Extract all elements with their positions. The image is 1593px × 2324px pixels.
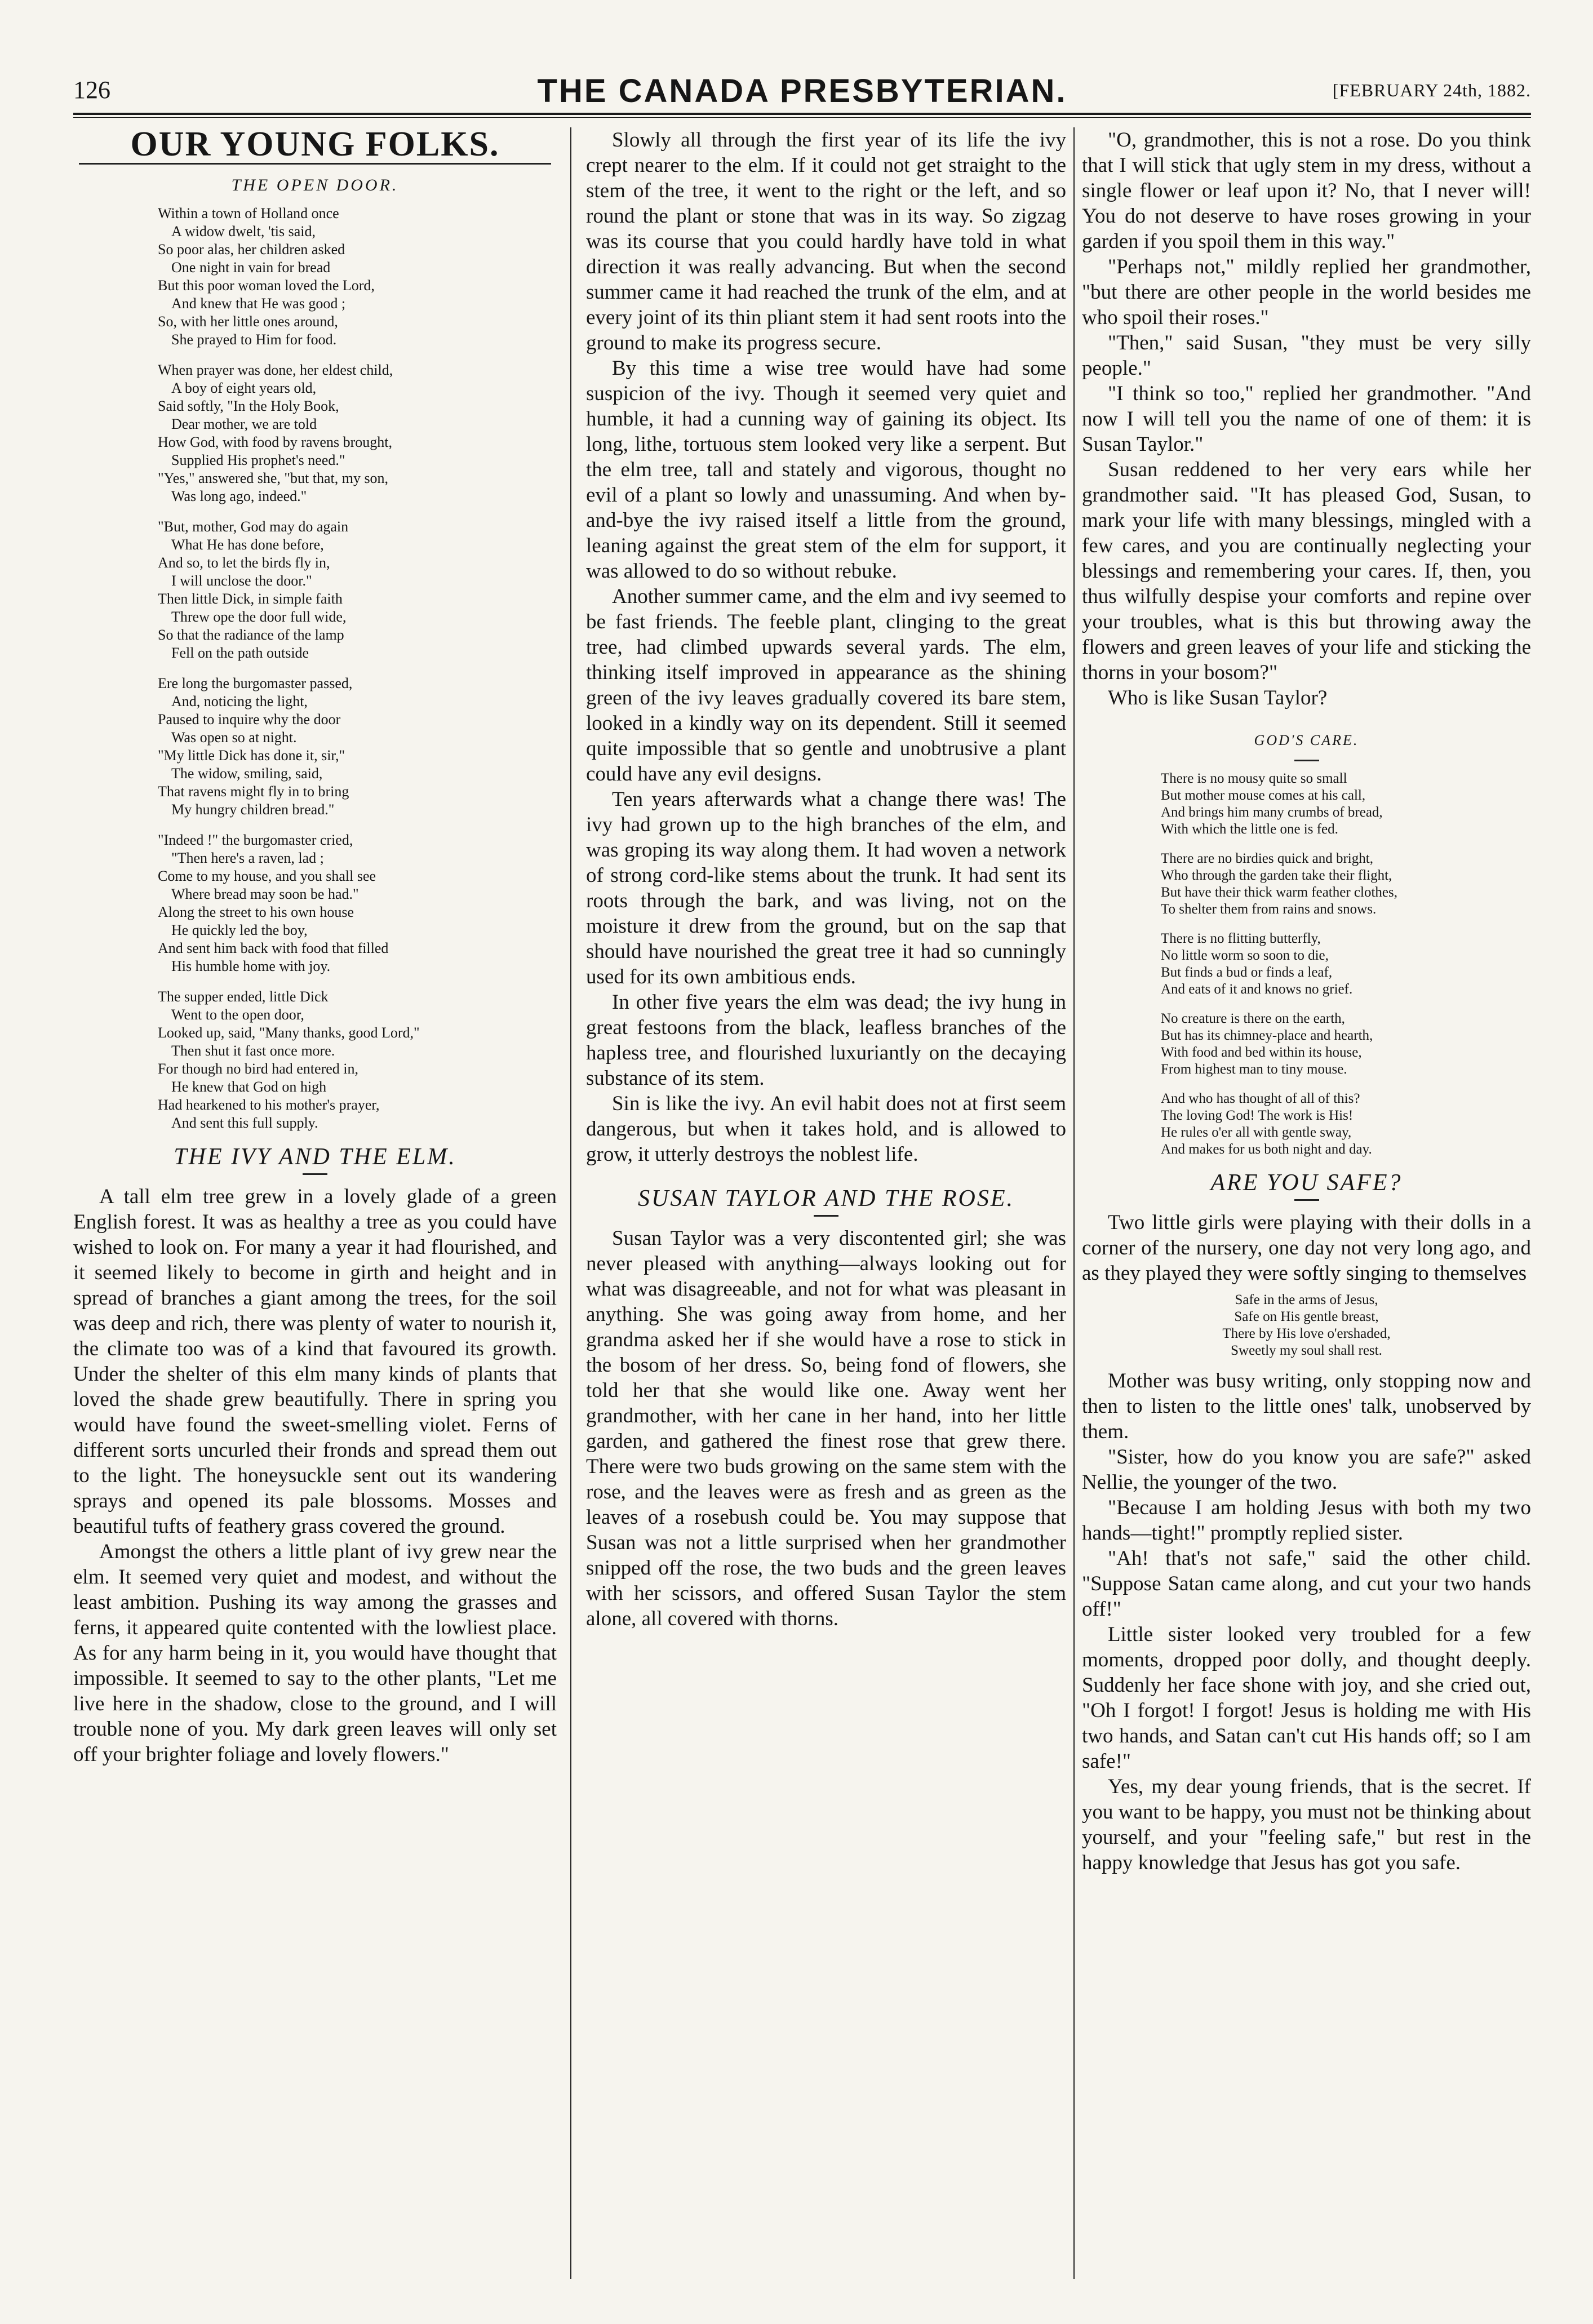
- paragraph: "I think so too," replied her grandmother. "And now I will tell you the name of one of them: it is Susan Taylor.": [1082, 382, 1531, 456]
- poem-line: And sent this full supply.: [171, 1115, 318, 1131]
- column-divider: [1073, 127, 1075, 2279]
- poem-line: But mother mouse comes at his call,: [1161, 788, 1366, 803]
- story-title: ARE YOU SAFE?: [1210, 1170, 1403, 1196]
- issue-date: [FEBRUARY 24th, 1882.: [1332, 80, 1531, 100]
- poem-line: When prayer was done, her eldest child,: [158, 362, 393, 378]
- poem-line: The supper ended, little Dick: [158, 988, 329, 1005]
- paragraph: "Perhaps not," mildly replied her grandmother, "but there are other people in the world besides me who spoil their roses.": [1082, 255, 1531, 329]
- poem-line: And brings him many crumbs of bread,: [1161, 805, 1383, 820]
- paragraph: Susan reddened to her very ears while her grandmother said. "It has pleased God, Susan, to mark your life with many blessings, mingled with a few cares, and you are continually neglecting your blessings and remembering your cares. If, then, you thus wilfully despise your comforts and repine over your troubles, what is this but throwing away the flowers and green leaves of your life and sticking the thorns in your bosom?": [1082, 458, 1531, 684]
- poem-line: And so, to let the birds fly in,: [158, 555, 330, 571]
- hymn-verse: [1082, 1292, 1531, 1359]
- hymn-line: Safe in the arms of Jesus,: [1235, 1292, 1378, 1307]
- poem-title: THE OPEN DOOR.: [231, 176, 399, 194]
- poem-line: So poor alas, her children asked: [158, 241, 345, 258]
- paragraph: Susan Taylor was a very discontented girl; she was never pleased with anything—always looking out for what was disagreeable, and not for what was pleasant in anything. She was going away from home, and her grandma asked her if she would have a rose to stick in the bosom of her dress. So, being fond of flowers, she told her that she would like one. Away went her grandmother, with her cane in her hand, into her little garden, and gathered the finest rose that grew there. There were two buds growing on the same stem with the rose, and the leaves were as fresh and as green as the leaves of a rosebush could be. You may suppose that Susan was not a little surprised when her grandmother snipped off the rose, the two buds and the green leaves with her scissors, and offered Susan Taylor the stem alone, all covered with thorns.: [586, 1227, 1066, 1630]
- masthead: [73, 72, 1531, 109]
- poem-line: No creature is there on the earth,: [1161, 1011, 1345, 1026]
- poem-line: Then shut it fast once more.: [171, 1043, 335, 1059]
- paragraph: In other five years the elm was dead; the ivy hung in great festoons from the black, leafless branches of the hapless tree, and flourished luxuriantly on the decaying substance of its stem.: [586, 991, 1066, 1090]
- poem-line: How God, with food by ravens brought,: [158, 434, 392, 450]
- paragraph: "Ah! that's not safe," said the other child. "Suppose Satan came along, and cut your two hands off!": [1082, 1547, 1531, 1621]
- poem-line: Had hearkened to his mother's prayer,: [158, 1097, 380, 1113]
- poem-line: Within a town of Holland once: [158, 205, 339, 221]
- poem-line: "My little Dick has done it, sir,": [158, 747, 345, 764]
- stanza: [1161, 930, 1531, 998]
- hymn-line: There by His love o'ershaded,: [1222, 1326, 1391, 1341]
- column-3: [1082, 127, 1531, 2285]
- poem-line: So, with her little ones around,: [158, 313, 338, 330]
- poem-line: There is no mousy quite so small: [1161, 771, 1347, 786]
- story-title: THE IVY AND THE ELM.: [174, 1144, 456, 1170]
- stanza: [158, 518, 557, 662]
- poem-line: Said softly, "In the Holy Book,: [158, 398, 339, 414]
- column-2: [586, 127, 1066, 2285]
- paragraph: Two little girls were playing with their dolls in a corner of the nursery, one day not very long ago, and as they played they were softly singing to themselves: [1082, 1211, 1531, 1285]
- paragraph: Little sister looked very troubled for a few moments, dropped poor dolly, and thought deeply. Suddenly her face shone with joy, and she cried out, "Oh I forgot! I forgot! Jesus is holding me with His two hands, and Satan can't cut His hands off; so I am safe!": [1082, 1623, 1531, 1773]
- poem-line: There is no flitting butterfly,: [1161, 931, 1321, 946]
- poem-line: "But, mother, God may do again: [158, 518, 349, 535]
- poem-line: And sent him back with food that filled: [158, 940, 389, 956]
- poem-line: Threw ope the door full wide,: [171, 609, 347, 625]
- paragraph: Who is like Susan Taylor?: [1108, 686, 1328, 709]
- poem-line: Supplied His prophet's need.": [171, 452, 345, 468]
- stanza: [158, 205, 557, 349]
- poem-line: Then little Dick, in simple faith: [158, 591, 343, 607]
- story-susan-taylor-part-2: [1082, 127, 1531, 711]
- poem-line: To shelter them from rains and snows.: [1161, 902, 1377, 917]
- poem-line: She prayed to Him for food.: [171, 331, 337, 348]
- poem-line: That ravens might fly in to bring: [158, 783, 349, 800]
- poem-line: But this poor woman loved the Lord,: [158, 277, 375, 294]
- paragraph: "Then," said Susan, "they must be very silly people.": [1082, 331, 1531, 380]
- story-are-you-safe: [1082, 1368, 1531, 1875]
- title-rule: [814, 1215, 838, 1217]
- stanza: [158, 675, 557, 819]
- poem-line: Come to my house, and you shall see: [158, 868, 376, 884]
- poem-line: Went to the open door,: [171, 1006, 304, 1023]
- story-title: SUSAN TAYLOR AND THE ROSE.: [637, 1186, 1014, 1212]
- poem-line: The widow, smiling, said,: [171, 765, 323, 782]
- poem-gods-care: [1161, 770, 1531, 1158]
- poem-line: I will unclose the door.": [171, 573, 312, 589]
- poem-line: He quickly led the boy,: [171, 922, 308, 938]
- section-title: OUR YOUNG FOLKS.: [130, 127, 500, 163]
- poem-open-door: [158, 205, 557, 1132]
- poem-line: There are no birdies quick and bright,: [1161, 851, 1373, 866]
- poem-line: One night in vain for bread: [171, 259, 331, 276]
- poem-line: For though no bird had entered in,: [158, 1061, 358, 1077]
- poem-line: Paused to inquire why the door: [158, 711, 341, 728]
- paragraph: Ten years afterwards what a change there was! The ivy had grown up to the high branches of the elm, and was groping its way along them. It had woven a network of strong cord-like stems about the trunk. It had sent its roots through the bark, and was living, not on the moisture it drew from the ground, but on the sap that should have nourished the great tree it had so cunningly used for its own ambitious ends.: [586, 788, 1066, 988]
- story-ivy-elm-part-2: [586, 127, 1066, 1167]
- stanza: [1161, 1010, 1531, 1078]
- poem-line: "Yes," answered she, "but that, my son,: [158, 470, 389, 486]
- poem-line: "Indeed !" the burgomaster cried,: [158, 832, 353, 848]
- paragraph: Mother was busy writing, only stopping now and then to listen to the little ones' talk, unobserved by them.: [1082, 1369, 1531, 1443]
- poem-line: And, noticing the light,: [171, 693, 308, 709]
- hymn-line: Safe on His gentle breast,: [1234, 1309, 1379, 1324]
- poem-line: My hungry children bread.": [171, 801, 335, 818]
- poem-line: A widow dwelt, 'tis said,: [171, 223, 316, 240]
- poem-line: Ere long the burgomaster passed,: [158, 675, 353, 691]
- poem-title: GOD'S CARE.: [1254, 732, 1359, 748]
- poem-line: "Then here's a raven, lad ;: [171, 850, 324, 866]
- column-1: [73, 127, 557, 2285]
- poem-line: Dear mother, we are told: [171, 416, 317, 432]
- poem-line: Where bread may soon be had.": [171, 886, 359, 902]
- paragraph: By this time a wise tree would have had some suspicion of the ivy. Though it seemed very quiet and humble, it had a cunning way of gaining its object. Its long, lithe, tortuous stem looked very like a serpent. But the elm tree, tall and stately and vigorous, thought no evil of a plant so lowly and unassuming. And when by-and-bye the ivy raised itself a little from the ground, leaning against the great stem of the elm for support, it was allowed to do so without rebuke.: [586, 357, 1066, 583]
- newspaper-title: THE CANADA PRESBYTERIAN.: [537, 73, 1067, 109]
- poem-line: Looked up, said, "Many thanks, good Lord,": [158, 1024, 420, 1041]
- poem-line: A boy of eight years old,: [171, 380, 317, 396]
- poem-line: He knew that God on high: [171, 1079, 327, 1095]
- header-rule: [73, 113, 1531, 115]
- paragraph: Another summer came, and the elm and ivy seemed to be fast friends. The feeble plant, clinging to the great tree, had climbed upwards several yards. The elm, thinking itself improved in appearance as the shining green of the ivy leaves gradually covered its bare stem, looked in a kindly way on its dependent. Still it seemed quite impossible that so gentle and unobtrusive a plant could have any evil designs.: [586, 585, 1066, 786]
- poem-line: What He has done before,: [171, 536, 324, 553]
- title-rule: [303, 1173, 327, 1175]
- poem-line: He rules o'er all with gentle sway,: [1161, 1125, 1352, 1140]
- poem-line: But have their thick warm feather clothes,: [1161, 885, 1397, 900]
- poem-line: And makes for us both night and day.: [1161, 1142, 1372, 1157]
- poem-line: Fell on the path outside: [171, 645, 309, 661]
- stanza: [1161, 1090, 1531, 1158]
- poem-line: His humble home with joy.: [171, 958, 331, 974]
- stanza: [158, 988, 557, 1132]
- paragraph: Slowly all through the first year of its life the ivy crept nearer to the elm. If it could not get straight to the stem of the tree, it went to the right or the left, and so round the plant or stone that was in its way. So zigzag was its course that you could hardly have told in what direction it was really advancing. But when the second summer came it had reached the trunk of the elm, and at every joint of its thin pliant stem it had sent roots into the ground to make its progress secure.: [586, 128, 1066, 354]
- poem-line: And who has thought of all of this?: [1161, 1091, 1360, 1106]
- poem-line: No little worm so soon to die,: [1161, 948, 1329, 963]
- poem-line: And knew that He was good ;: [171, 295, 346, 312]
- stanza: [1161, 770, 1531, 838]
- poem-line: From highest man to tiny mouse.: [1161, 1062, 1347, 1077]
- poem-line: So that the radiance of the lamp: [158, 627, 344, 643]
- stanza: [1161, 850, 1531, 918]
- poem-line: The loving God! The work is His!: [1161, 1108, 1354, 1123]
- poem-line: Who through the garden take their flight,: [1161, 868, 1392, 883]
- poem-line: And eats of it and knows no grief.: [1161, 982, 1353, 997]
- poem-line: Was long ago, indeed.": [171, 488, 307, 504]
- poem-line: Was open so at night.: [171, 729, 297, 746]
- poem-line: Along the street to his own house: [158, 904, 354, 920]
- paragraph: "O, grandmother, this is not a rose. Do you think that I will stick that ugly stem in my dress, without a single flower or leaf upon it? No, that I never will! You do not deserve to have roses growing in your garden if you spoil them in this way.": [1082, 128, 1531, 253]
- story-susan-taylor-part-1: [586, 1226, 1066, 1631]
- stanza: [158, 361, 557, 505]
- column-divider: [570, 127, 571, 2279]
- title-rule: [1294, 1199, 1319, 1201]
- paragraph: Yes, my dear young friends, that is the secret. If you want to be happy, you must not be thinking about yourself, and your "feeling safe," but rest in the happy knowledge that Jesus has got you safe.: [1082, 1775, 1531, 1874]
- hymn-line: Sweetly my soul shall rest.: [1231, 1343, 1382, 1358]
- poem-line: With which the little one is fed.: [1161, 822, 1338, 837]
- paragraph: Amongst the others a little plant of ivy grew near the elm. It seemed very quiet and modest, and without the least ambition. Pushing its way among the grasses and ferns, it appeared quite contented with the lowliest place. As for any harm being in it, you would have thought that impossible. It seemed to say to the other plants, "Let me live here in the shadow, close to the ground, and I will trouble none of you. My dark green leaves will only set off your brighter foliage and lovely flowers.": [73, 1540, 557, 1766]
- poem-line: But finds a bud or finds a leaf,: [1161, 965, 1333, 980]
- stanza: [158, 831, 557, 975]
- paragraph: "Sister, how do you know you are safe?" asked Nellie, the younger of the two.: [1082, 1445, 1531, 1494]
- paragraph: Sin is like the ivy. An evil habit does not at first seem dangerous, but when it takes hold, and is allowed to grow, it utterly destroys the noblest life.: [586, 1092, 1066, 1166]
- story-ivy-elm-part-1: [73, 1184, 557, 1767]
- title-rule: [1294, 760, 1319, 761]
- poem-line: With food and bed within its house,: [1161, 1045, 1362, 1060]
- page-number: 126: [73, 76, 110, 104]
- paragraph: A tall elm tree grew in a lovely glade of a green English forest. It was as healthy a tree as you could have wished to look on. For many a year it had flourished, and it seemed likely to become in girth and height and in spread of branches a giant among the trees, for the soil was deep and rich, there was plenty of water to nourish it, the climate too was of a kind that favoured its growth. Under the shelter of this elm many kinds of plants that loved the shade grew beautifully. There in spring you would have found the sweet-smelling violet. Ferns of different sorts uncurled their fronds and spread them out to the light. The honeysuckle sent out its wandering sprays and opened its pale blossoms. Mosses and beautiful tufts of feathery grass covered the ground.: [73, 1185, 557, 1538]
- paragraph: "Because I am holding Jesus with both my two hands—tight!" promptly replied sister.: [1082, 1496, 1531, 1545]
- header-rule-thin: [73, 117, 1531, 118]
- poem-line: But has its chimney-place and hearth,: [1161, 1028, 1373, 1043]
